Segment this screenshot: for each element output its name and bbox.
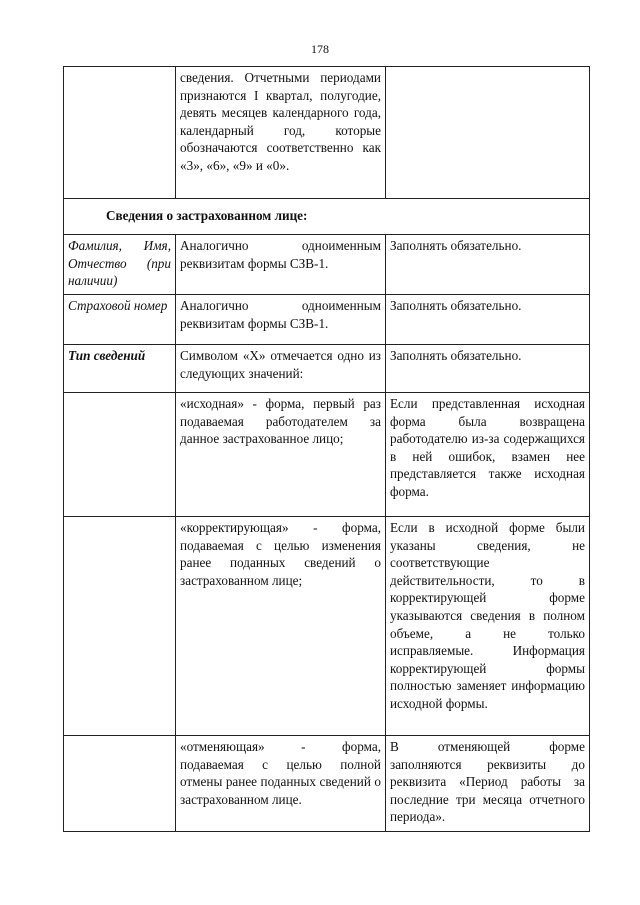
field-name: Фамилия, Имя, Отчество (при наличии) bbox=[64, 235, 176, 295]
table-row bbox=[64, 235, 590, 295]
field-name: Тип сведений bbox=[64, 345, 176, 393]
value-note: В отменяющей форме заполняются реквизиты до реквизита «Период работы за последние три месяца отчетного периода». bbox=[386, 736, 590, 832]
table-cell bbox=[64, 393, 176, 517]
value-description: «исходная» - форма, первый раз подаваемая работодателем за данное застрахованное лицо; bbox=[176, 393, 386, 517]
page-number: 178 bbox=[311, 42, 329, 56]
value-description: «отменяющая» - форма, подаваемая с целью полной отмены ранее поданных сведений о застрахованном лице. bbox=[176, 736, 386, 832]
table-cell bbox=[64, 67, 176, 199]
field-description: Символом «Х» отмечается одно из следующих значений: bbox=[176, 345, 386, 393]
table-row bbox=[64, 517, 590, 736]
value-note: Если представленная исходная форма была возвращена работодателю из-за содержащихся в ней ошибок, взамен нее представляется также исходная форма. bbox=[386, 393, 590, 517]
field-description: Аналогично одноименным реквизитам формы СЗВ-1. bbox=[176, 235, 386, 295]
table-row bbox=[64, 393, 590, 517]
table-row bbox=[64, 736, 590, 832]
field-note: Заполнять обязательно. bbox=[386, 345, 590, 393]
table-cell bbox=[386, 67, 590, 199]
table-row bbox=[64, 295, 590, 345]
field-note: Заполнять обязательно. bbox=[386, 235, 590, 295]
field-name: Страховой номер bbox=[64, 295, 176, 345]
field-note: Заполнять обязательно. bbox=[386, 295, 590, 345]
section-heading: Сведения о застрахованном лице: bbox=[64, 199, 590, 235]
table-cell bbox=[64, 517, 176, 736]
value-note: Если в исходной форме были указаны сведения, не соответствующие действительности, то в корректирующей форме указываются сведения в полном объеме, а не только исправляемые. Информация корректирующей формы полностью заменяет информацию исходной формы. bbox=[386, 517, 590, 736]
table-row bbox=[64, 345, 590, 393]
section-row bbox=[64, 199, 590, 235]
field-description: Аналогично одноименным реквизитам формы СЗВ-1. bbox=[176, 295, 386, 345]
table-cell: сведения. Отчетными периодами признаются I квартал, полугодие, девять месяцев календарного года, календарный год, которые обозначаются соответственно как «3», «6», «9» и «0». bbox=[176, 67, 386, 199]
table-row bbox=[64, 67, 590, 199]
value-description: «корректирующая» - форма, подаваемая с целью изменения ранее поданных сведений о застрахованном лице; bbox=[176, 517, 386, 736]
table-cell bbox=[64, 736, 176, 832]
document-table bbox=[63, 66, 590, 832]
